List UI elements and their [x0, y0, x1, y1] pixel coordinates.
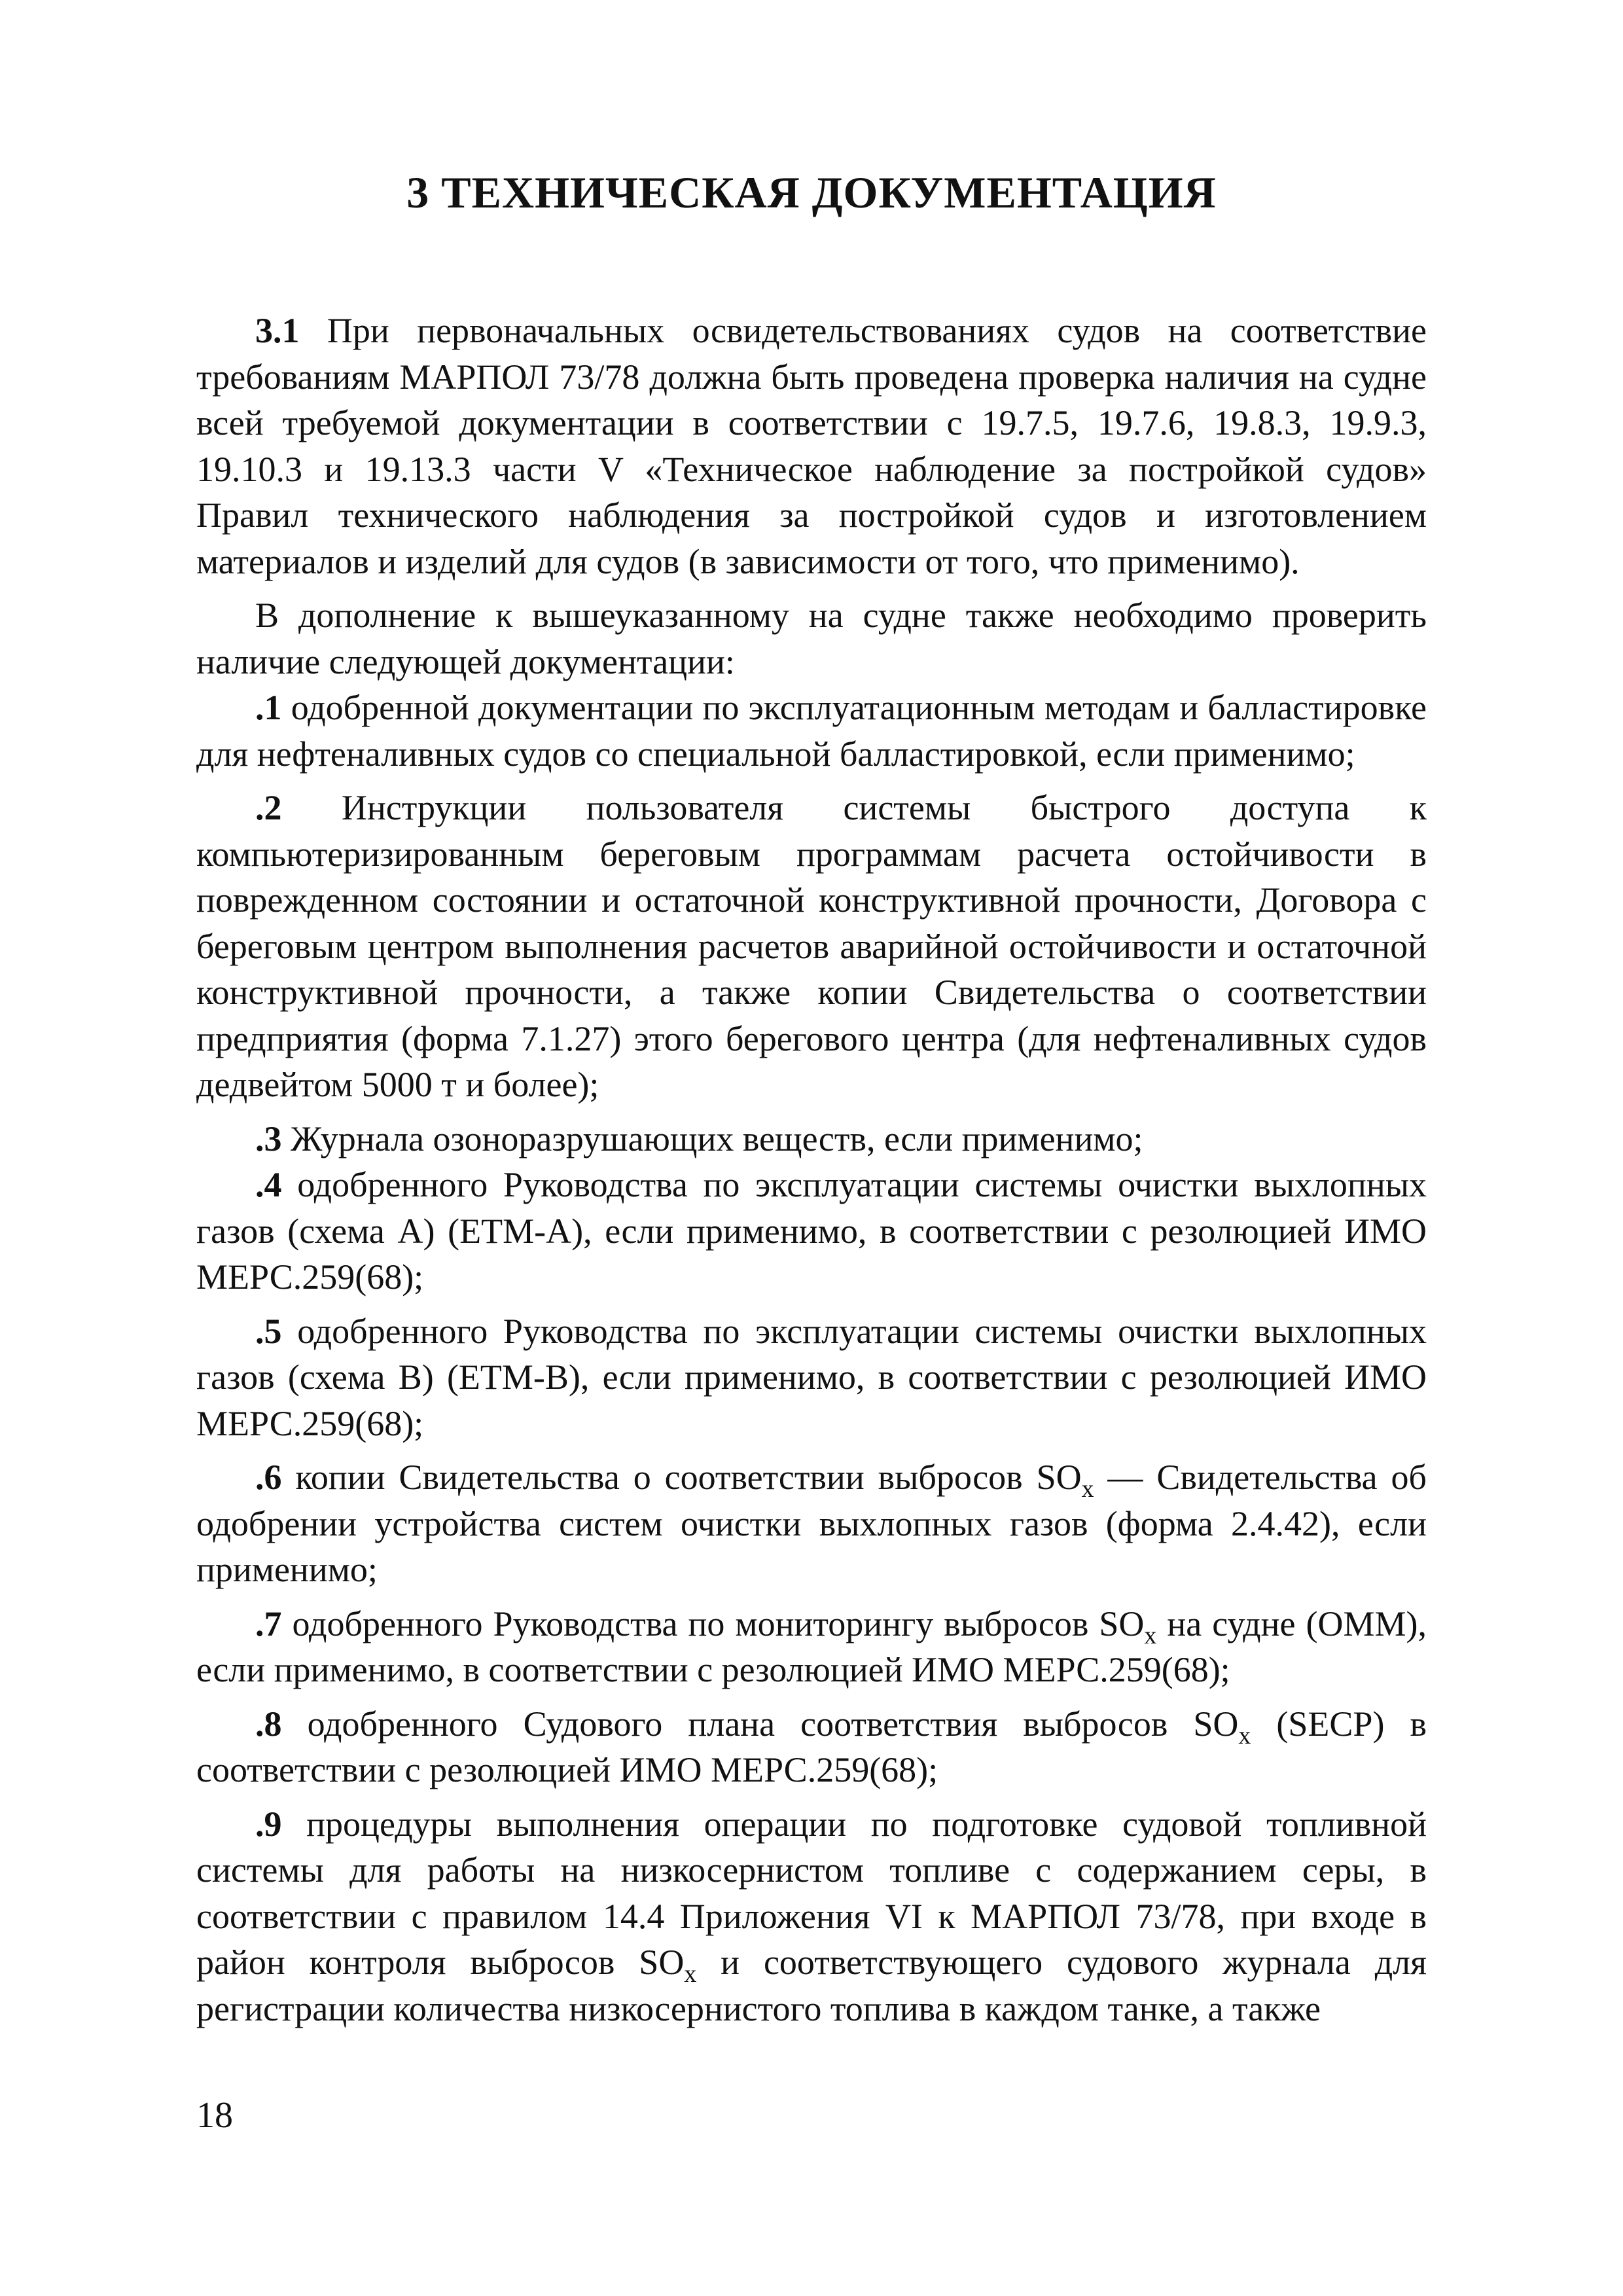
item-number: .9	[255, 1804, 282, 1844]
subscript-x: x	[1081, 1475, 1094, 1503]
item-text: одобренного Руководства по эксплуатации системы очистки выхлопных газов (схема А) (ETM-A), если применимо, в соответствии с резолюцией ИМО МЕРС.259(68);	[196, 1165, 1427, 1297]
item-number: .1	[255, 688, 282, 727]
section-heading: 3 ТЕХНИЧЕСКАЯ ДОКУМЕНТАЦИЯ	[406, 168, 1217, 217]
list-item-6	[196, 1454, 1427, 1593]
list-item-9	[196, 1801, 1427, 2032]
list-item-2	[196, 785, 1427, 1108]
item-number: .7	[255, 1604, 282, 1643]
item-number: .2	[255, 788, 282, 827]
list-item-3	[196, 1116, 1427, 1162]
subscript-x: x	[684, 1960, 697, 1988]
list-item-8	[196, 1701, 1427, 1793]
item-text: Инструкции пользователя системы быстрого доступа к компьютеризированным береговым программам расчета остойчивости в поврежденном состоянии и остаточной конструктивной прочности, Договора с береговым центром выполнения расчетов аварийной остойчивости и остаточной конструктивной прочности, а также копии Свидетельства о соответствии предприятия (форма 7.1.27) этого берегового центра (для нефтеналивных судов дедвейтом 5000 т и более);	[196, 788, 1427, 1104]
item-text-after: и соответствующего судового журнала для регистрации количества низкосернистого топлива в каждом танке, а также	[196, 1943, 1427, 2028]
subscript-x: x	[1144, 1621, 1157, 1649]
item-number: .3	[255, 1119, 282, 1158]
list-item-5	[196, 1308, 1427, 1447]
item-text-after: (SECP) в соответствии с резолюцией ИМО МЕРС.259(68);	[196, 1704, 1427, 1789]
item-text-before: процедуры выполнения операции по подготовке судовой топливной системы для работы на низкосернистом топливе с содержанием серы, в соответствии с правилом 14.4 Приложения VI к МАРПОЛ 73/78, при входе в район контроля выбросов SO	[196, 1804, 1427, 1982]
list-item-4	[196, 1162, 1427, 1300]
item-number: .5	[255, 1311, 282, 1351]
item-number: .4	[255, 1165, 282, 1204]
item-number: .8	[255, 1704, 282, 1744]
item-text: Журнала озоноразрушающих веществ, если применимо;	[291, 1119, 1143, 1158]
item-text-after: на судне (OMM), если применимо, в соответствии с резолюцией ИМО МЕРС.259(68);	[196, 1604, 1427, 1689]
section-number: 3.1	[255, 311, 300, 350]
item-text-before: одобренного Руководства по мониторингу выбросов SO	[292, 1604, 1145, 1643]
list-item-7	[196, 1601, 1427, 1693]
item-text: одобренного Руководства по эксплуатации системы очистки выхлопных газов (схема В) (ETM-B), если применимо, в соответствии с резолюцией ИМО МЕРС.259(68);	[196, 1311, 1427, 1443]
page-number: 18	[196, 2095, 233, 2136]
paragraph-3-1	[196, 308, 1427, 584]
item-text-before: одобренного Судового плана соответствия выбросов SO	[307, 1704, 1239, 1744]
intro-paragraph: В дополнение к вышеуказанному на судне также необходимо проверить наличие следующей документации:	[196, 596, 1427, 681]
item-text-after: — Свидетельства об одобрении устройства систем очистки выхлопных газов (форма 2.4.42), если применимо;	[196, 1458, 1427, 1589]
body-text	[196, 308, 1427, 2039]
paragraph-text: При первоначальных освидетельствованиях судов на соответствие требованиям МАРПОЛ 73/78 должна быть проведена проверка наличия на судне всей требуемой документации в соответствии с 19.7.5, 19.7.6, 19.8.3, 19.9.3, 19.10.3 и 19.13.3 части V «Техническое наблюдение за постройкой судов» Правил технического наблюдения за постройкой судов и изготовлением материалов и изделий для судов (в зависимости от того, что применимо).	[196, 311, 1427, 581]
item-number: .6	[255, 1458, 282, 1497]
item-text-before: копии Свидетельства о соответствии выбросов SO	[295, 1458, 1082, 1497]
list-item-1	[196, 685, 1427, 777]
item-text: одобренной документации по эксплуатационным методам и балластировке для нефтеналивных судов со специальной балластировкой, если применимо;	[196, 688, 1427, 774]
subscript-x: x	[1238, 1721, 1251, 1749]
